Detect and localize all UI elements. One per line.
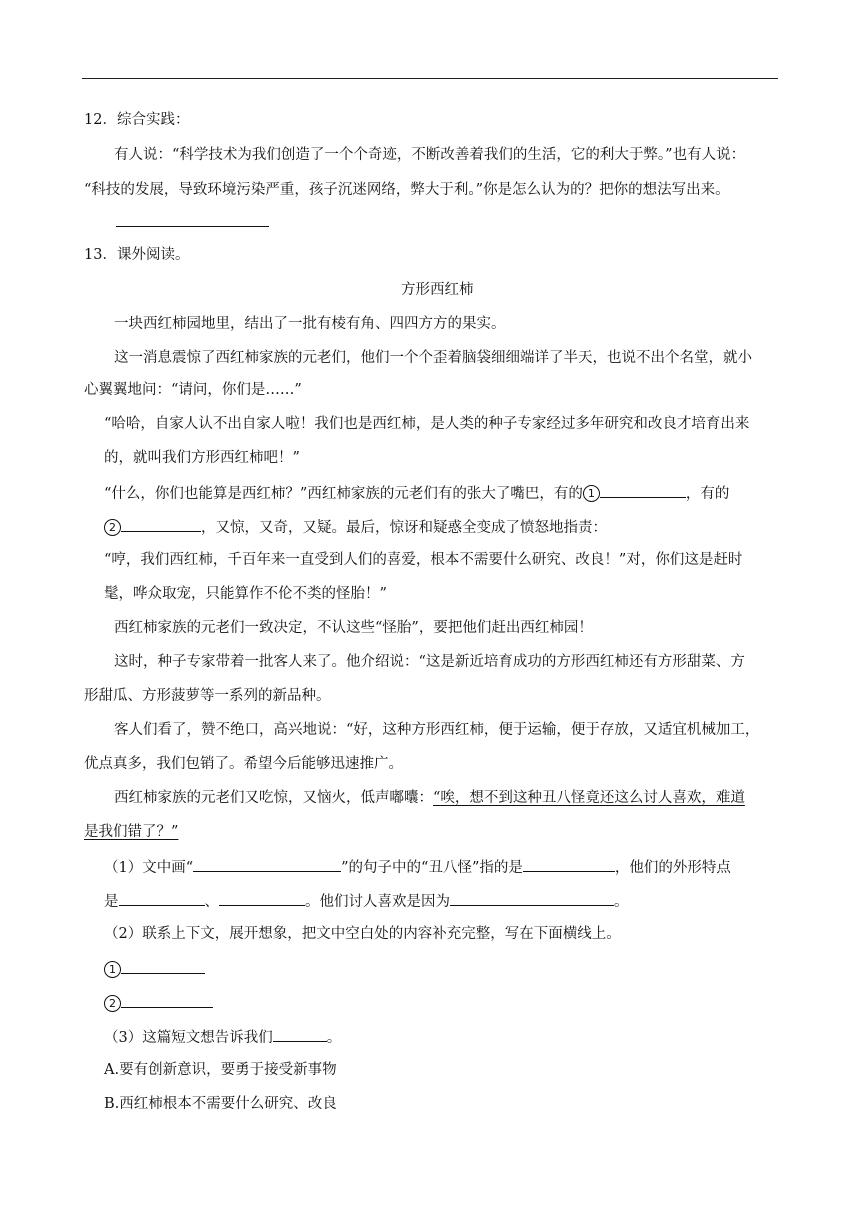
underlined-sentence: 是我们错了？” <box>84 824 179 840</box>
answer-input-1[interactable] <box>121 958 205 974</box>
question-text: ，他们的外形特点 <box>614 860 731 876</box>
question-text: （1）文中画“ <box>104 860 194 876</box>
answer-blank-reason[interactable] <box>450 890 614 906</box>
answer-blank-ugly-thing[interactable] <box>523 856 615 872</box>
q13-label: 13．课外阅读。 <box>84 247 190 263</box>
passage-paragraph <box>84 822 178 842</box>
passage-paragraph: 髦，哗众取宠，只能算作不伦不类的怪胎！” <box>104 586 387 602</box>
passage-text: 西红柿家族的元老们又吃惊，又恼火，低声嘟囔： <box>114 790 433 806</box>
question-text: 。 <box>326 1030 342 1046</box>
subquestion-1 <box>104 890 629 912</box>
passage-text: ，又惊，又奇，又疑。最后，惊讶和疑惑全变成了愤怒地指责： <box>201 520 607 536</box>
passage-paragraph <box>104 516 607 538</box>
passage-paragraph: 西红柿家族的元老们一致决定，不认这些“怪胎”，要把他们赶出西红柿园！ <box>114 620 593 636</box>
underlined-sentence: “唉，想不到这种丑八怪竟还这么讨人喜欢，难道 <box>433 790 745 806</box>
answer-blank-feature-2[interactable] <box>219 890 305 906</box>
question-text: 。他们讨人喜欢是因为 <box>305 894 450 910</box>
passage-paragraph: 形甜瓜、方形菠萝等一系列的新品种。 <box>84 688 331 704</box>
passage-text: “什么，你们也能算是西红柿？”西红柿家族的元老们有的张大了嘴巴，有的 <box>104 486 583 502</box>
q12-text-line1: 有人说：“科学技术为我们创造了一个个奇迹，不断改善着我们的生活，它的利大于弊。”也有人说： <box>114 147 746 163</box>
passage-paragraph: 这时，种子专家带着一批客人来了。他介绍说：“这是新近培育成功的方形西红柿还有方形甜菜、方 <box>114 654 745 670</box>
passage-paragraph <box>114 788 745 808</box>
answer-marker-2: 2 <box>104 995 121 1012</box>
subquestion-2: （2）联系上下文，展开想象，把文中空白处的内容补充完整，写在下面横线上。 <box>104 926 621 942</box>
passage-paragraph: 优点真多，我们包销了。希望今后能够迅速推广。 <box>84 756 403 772</box>
underline-sample <box>193 856 341 872</box>
answer-marker-1: 1 <box>104 961 121 978</box>
header-rule <box>82 78 778 79</box>
passage-paragraph: 这一消息震惊了西红柿家族的元老们，他们一个个歪着脑袋细细端详了半天，也说不出个名堂，就小 <box>114 350 752 366</box>
question-text: ”的句子中的“丑八怪”指的是 <box>341 860 523 876</box>
subquestion-3 <box>104 1026 341 1048</box>
passage-paragraph: 心翼翼地问：“请问，你们是……” <box>84 382 302 398</box>
fill-blank-1[interactable] <box>600 482 686 498</box>
option-b[interactable]: B.西红柿根本不需要什么研究、改良 <box>104 1096 337 1112</box>
q12-text-line2: “科技的发展，导致环境污染严重，孩子沉迷网络，弊大于利。”你是怎么认为的？把你的想法写出来。 <box>84 182 730 198</box>
answer-blank-choice[interactable] <box>273 1026 327 1042</box>
question-text: 、 <box>204 894 219 910</box>
passage-text: ，有的 <box>685 486 730 502</box>
q12-label: 12．综合实践： <box>84 112 190 128</box>
answer-line-1 <box>104 958 205 980</box>
subquestion-1 <box>104 856 731 878</box>
question-text: 是 <box>104 894 119 910</box>
question-text: （3）这篇短文想告诉我们 <box>104 1030 273 1046</box>
passage-paragraph: 的，就叫我们方形西红柿吧！” <box>104 450 300 466</box>
passage-paragraph: “哈哈，自家人认不出自家人啦！我们也是西红柿，是人类的种子专家经过多年研究和改良才培育出来 <box>104 416 750 432</box>
blank-marker-2: 2 <box>104 519 121 536</box>
answer-blank-feature-1[interactable] <box>119 890 205 906</box>
answer-line-2 <box>104 992 213 1014</box>
passage-title: 方形西红柿 <box>401 282 474 298</box>
blank-marker-1: 1 <box>583 485 600 502</box>
option-a[interactable]: A.要有创新意识，要勇于接受新事物 <box>104 1062 337 1078</box>
fill-blank-2[interactable] <box>121 516 201 532</box>
passage-paragraph: 客人们看了，赞不绝口，高兴地说：“好，这种方形西红柿，便于运输，便于存放，又适宜机械加工， <box>114 722 760 738</box>
passage-paragraph <box>104 482 729 504</box>
q12-answer-line[interactable] <box>116 226 269 227</box>
question-text: 。 <box>614 894 629 910</box>
passage-paragraph: “哼，我们西红柿，千百年来一直受到人们的喜爱，根本不需要什么研究、改良！”对，你们这是赶时 <box>104 552 743 568</box>
answer-input-2[interactable] <box>121 992 213 1008</box>
passage-paragraph: 一块西红柿园地里，结出了一批有棱有角、四四方方的果实。 <box>114 316 506 332</box>
